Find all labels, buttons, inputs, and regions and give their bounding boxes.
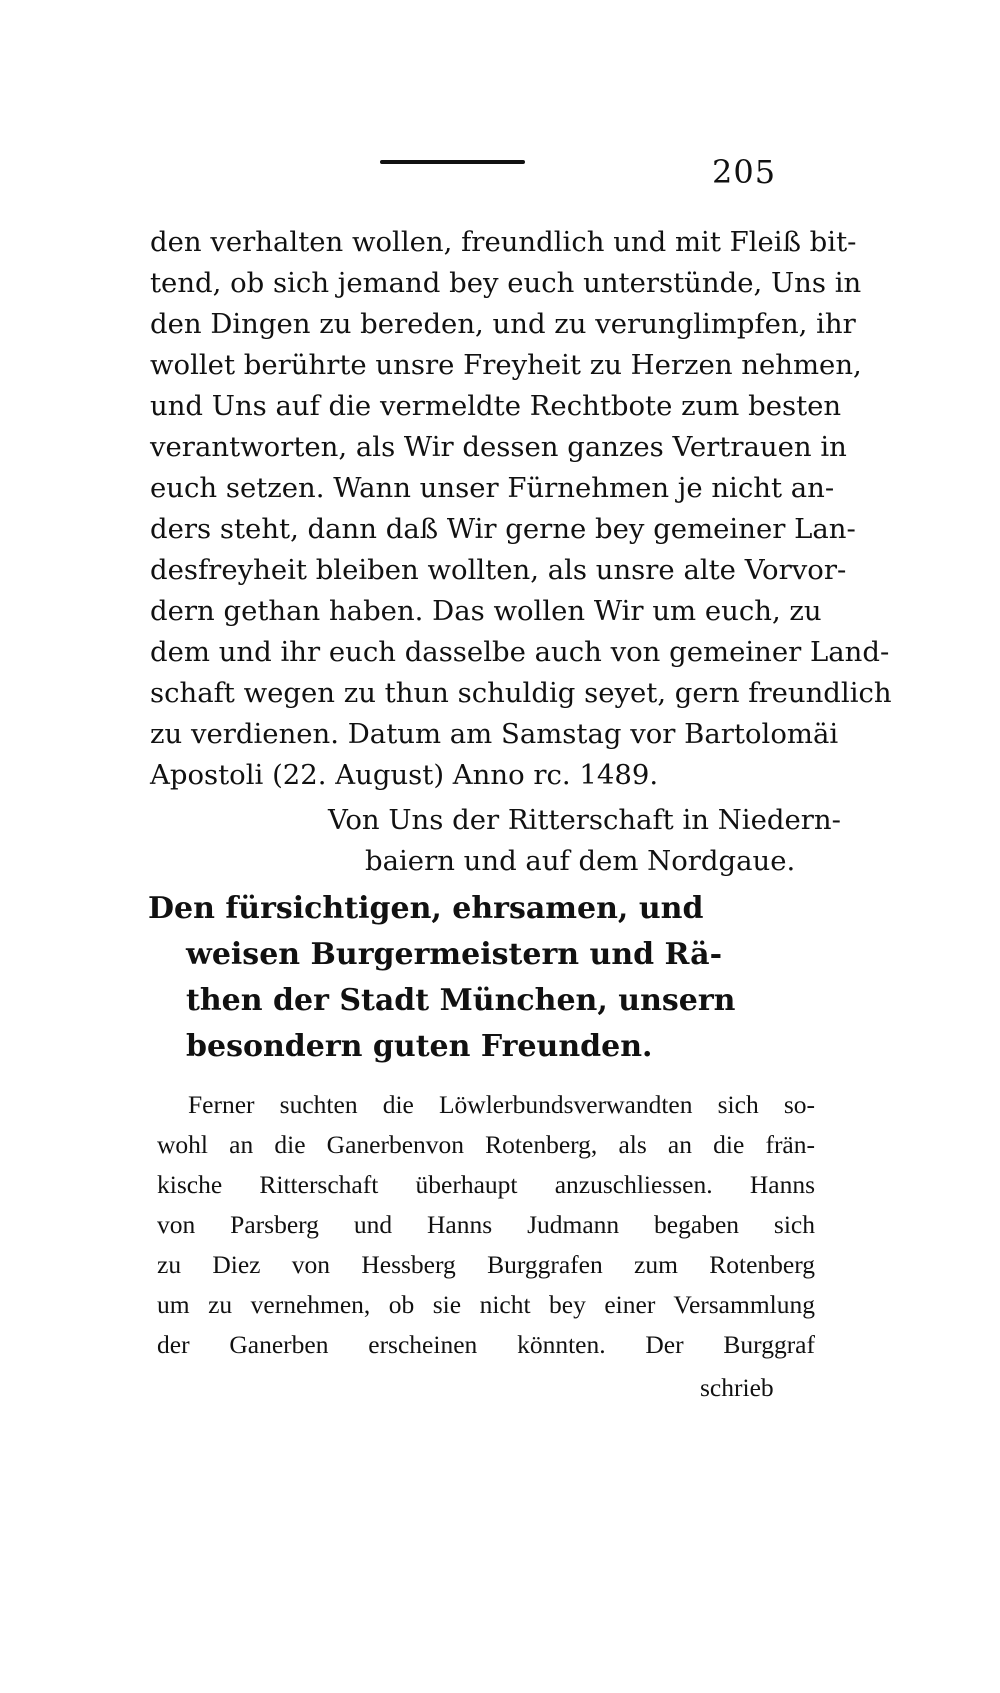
letter-line: zu verdienen. Datum am Samstag vor Bartolomäi	[150, 718, 839, 750]
narrative-line: kische Ritterschaft überhaupt anzuschliessen. Hanns	[157, 1170, 815, 1199]
letter-line: desfreyheit bleiben wollten, als unsre alte Vorvor-	[150, 554, 847, 586]
address-line: weisen Burgermeistern und Rä-	[186, 937, 723, 972]
letter-line: verantworten, als Wir dessen ganzes Vertrauen in	[150, 431, 847, 463]
letter-line: den Dingen zu bereden, und zu verunglimpfen, ihr	[150, 308, 856, 340]
narrative-line: wohl an die Ganerbenvon Rotenberg, als an die frän-	[157, 1130, 815, 1159]
catchword: schrieb	[700, 1373, 774, 1402]
address-line: besondern guten Freunden.	[186, 1029, 653, 1064]
letter-line: dern gethan haben. Das wollen Wir um euch, zu	[150, 595, 822, 627]
narrative-line: um zu vernehmen, ob sie nicht bey einer Versammlung	[157, 1290, 815, 1319]
letter-line: den verhalten wollen, freundlich und mit Fleiß bit-	[150, 226, 857, 258]
page-number: 205	[712, 153, 777, 191]
signature-line: baiern und auf dem Nordgaue.	[365, 845, 796, 877]
header-rule	[380, 160, 525, 164]
narrative-line: der Ganerben erscheinen könnten. Der Burggraf	[157, 1330, 815, 1359]
letter-line: wollet berührte unsre Freyheit zu Herzen nehmen,	[150, 349, 862, 381]
letter-line: euch setzen. Wann unser Fürnehmen je nicht an-	[150, 472, 835, 504]
letter-line: Apostoli (22. August) Anno rc. 1489.	[150, 759, 659, 791]
letter-line: ders steht, dann daß Wir gerne bey gemeiner Lan-	[150, 513, 856, 545]
letter-line: dem und ihr euch dasselbe auch von gemeiner Land-	[150, 636, 890, 668]
narrative-line: von Parsberg und Hanns Judmann begaben sich	[157, 1210, 815, 1239]
letter-line: schaft wegen zu thun schuldig seyet, gern freundlich	[150, 677, 892, 709]
letter-line: und Uns auf die vermeldte Rechtbote zum besten	[150, 390, 842, 422]
address-line: Den fürsichtigen, ehrsamen, und	[148, 891, 704, 926]
address-line: then der Stadt München, unsern	[186, 983, 736, 1018]
letter-line: tend, ob sich jemand bey euch unterstünde, Uns in	[150, 267, 862, 299]
signature-line: Von Uns der Ritterschaft in Niedern-	[328, 804, 841, 836]
narrative-line: Ferner suchten die Löwlerbundsverwandten sich so-	[188, 1090, 815, 1119]
narrative-line: zu Diez von Hessberg Burggrafen zum Rotenberg	[157, 1250, 815, 1279]
